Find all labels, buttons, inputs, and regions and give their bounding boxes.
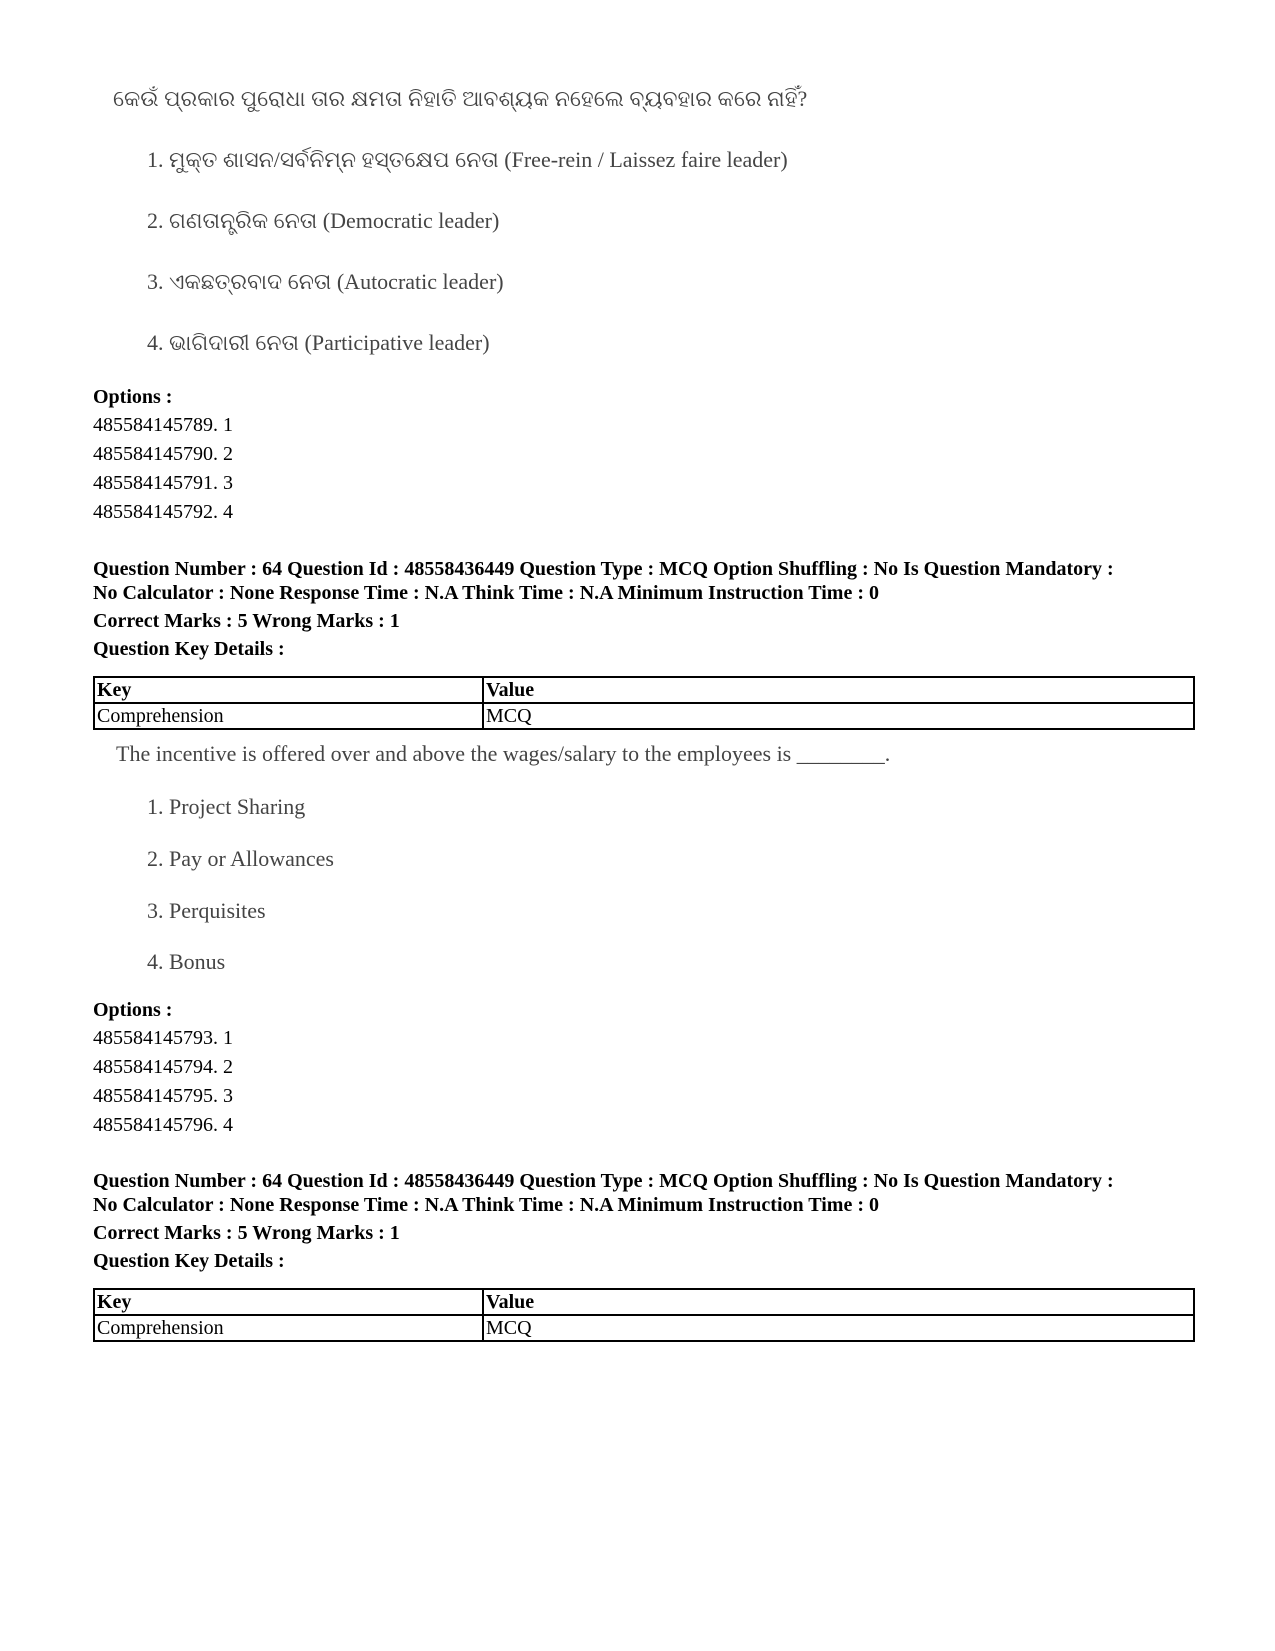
key-details-label: Question Key Details : [93, 638, 285, 660]
question-2-text: The incentive is offered over and above the wages/salary to the employees is ________. [116, 741, 891, 766]
question-1-choice-1: 1. ମୁକ୍ତ ଶାସନ/ସର୍ବନିମ୍ନ ହସ୍ତକ୍ଷେପ ନେତା (Free-rein / Laissez faire leader) [147, 147, 788, 172]
question-3-meta [93, 1169, 1193, 1275]
marks-line: Correct Marks : 5 Wrong Marks : 1 [93, 610, 400, 632]
option-item: 485584145791. 3 [93, 472, 233, 494]
question-1-text: କେଉଁ ପ୍ରକାର ପୁରୋଧା ତାର କ୍ଷମତା ନିହାତି ଆବଶ୍ୟକ ନହେଲେ ବ୍ୟବହାର କରେ ନାହିଁ? [113, 86, 808, 111]
table-cell-value: MCQ [483, 703, 1194, 729]
question-1-choice-2: 2. ଗଣତାନ୍ତ୍ରିକ ନେତା (Democratic leader) [147, 208, 500, 233]
question-2-choice-4: 4. Bonus [147, 949, 226, 974]
question-2-choice-2: 2. Pay or Allowances [147, 846, 334, 871]
options-label: Options : [93, 386, 173, 408]
option-item: 485584145793. 1 [93, 1027, 233, 1049]
option-item: 485584145790. 2 [93, 443, 233, 465]
option-item: 485584145795. 3 [93, 1085, 233, 1107]
question-meta-line-2: No Calculator : None Response Time : N.A Think Time : N.A Minimum Instruction Time : 0 [93, 582, 879, 604]
option-item: 485584145796. 4 [93, 1114, 233, 1136]
key-value-table [93, 1288, 1195, 1342]
table-cell-value: MCQ [483, 1315, 1194, 1341]
table-cell-key: Comprehension [94, 1315, 483, 1341]
question-1-choice-3: 3. ଏକଛତ୍ରବାଦ ନେତା (Autocratic leader) [147, 269, 504, 294]
table-cell-key: Comprehension [94, 703, 483, 729]
table-header-key: Key [94, 677, 483, 703]
question-2-meta [93, 557, 1193, 663]
key-value-table [93, 676, 1195, 730]
question-1-choice-4: 4. ଭାଗିଦାରୀ ନେତା (Participative leader) [147, 330, 490, 355]
table-header-value: Value [483, 677, 1194, 703]
option-item: 485584145794. 2 [93, 1056, 233, 1078]
option-item: 485584145789. 1 [93, 414, 233, 436]
question-meta-line-1: Question Number : 64 Question Id : 48558436449 Question Type : MCQ Option Shuffling : No Is Question Mandatory : [93, 1170, 1114, 1192]
options-block-2 [93, 996, 1193, 1140]
question-2-choice-1: 1. Project Sharing [147, 794, 306, 819]
question-meta-line-1: Question Number : 64 Question Id : 48558436449 Question Type : MCQ Option Shuffling : No Is Question Mandatory : [93, 558, 1114, 580]
option-item: 485584145792. 4 [93, 501, 233, 523]
question-meta-line-2: No Calculator : None Response Time : N.A Think Time : N.A Minimum Instruction Time : 0 [93, 1194, 879, 1216]
question-2-choice-3: 3. Perquisites [147, 898, 266, 923]
key-details-label: Question Key Details : [93, 1250, 285, 1272]
table-header-value: Value [483, 1289, 1194, 1315]
options-block-1 [93, 383, 1193, 527]
table-header-key: Key [94, 1289, 483, 1315]
options-label: Options : [93, 999, 173, 1021]
marks-line: Correct Marks : 5 Wrong Marks : 1 [93, 1222, 400, 1244]
